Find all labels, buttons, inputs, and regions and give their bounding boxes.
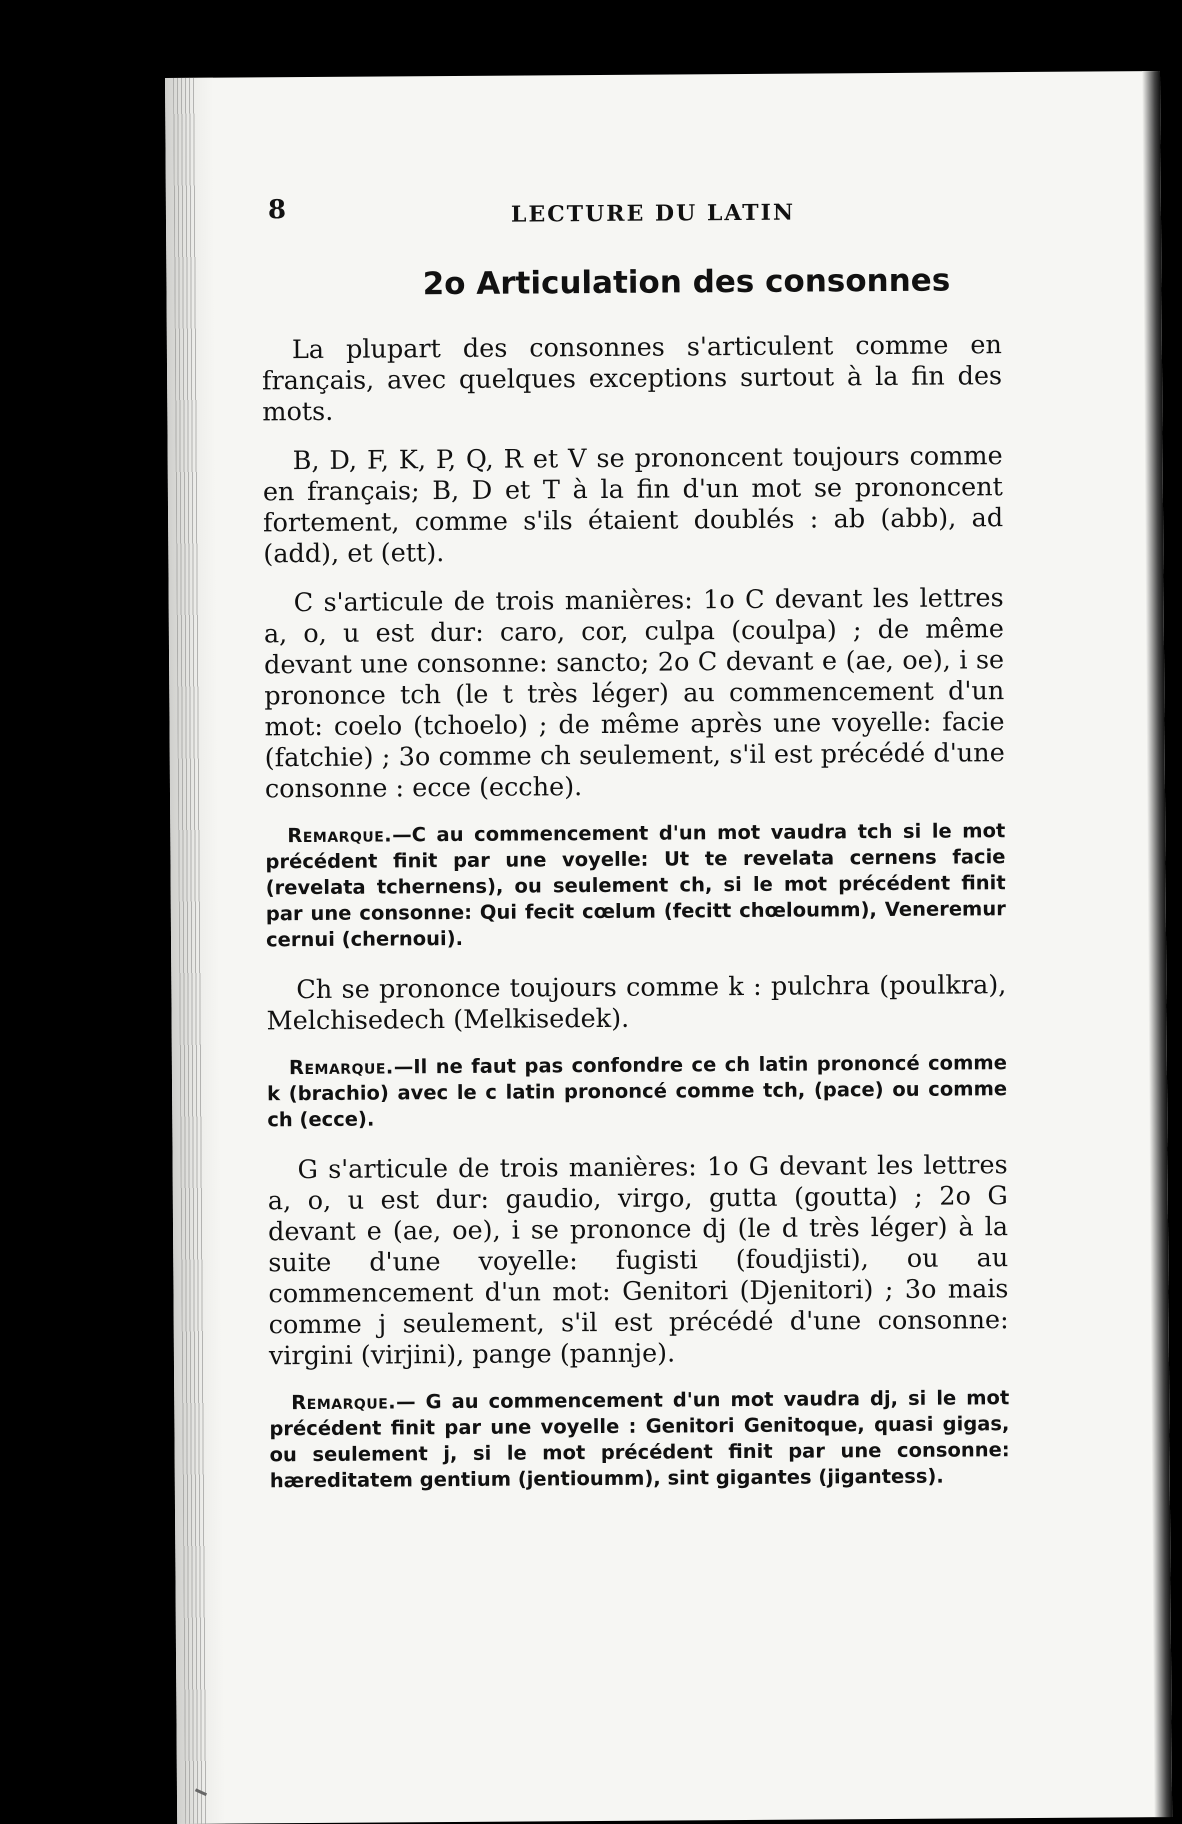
body-text — [262, 330, 1010, 1516]
remark — [269, 1385, 1010, 1494]
section-title: 2o Articulation des consonnes — [422, 262, 951, 303]
remark-text: — G au commencement d'un mot vaudra dj, si le mot précédent finit par une voyelle : Genitori Genitoque, quasi gigas, ou seulement j, si le mot précédent finit par une consonne: hæreditatem gentium (jentioumm), sint gigantes (jigantess). — [269, 1386, 1010, 1493]
paragraph: C s'articule de trois manières: 1o C devant les lettres a, o, u est dur: caro, cor, culpa (coulpa) ; de même devant une consonne: sancto; 2o C devant e (ae, oe), i se prononce tch (le t très léger) au commencement d'un mot: coelo (tchoelo) ; de même après une voyelle: facie (fatchie) ; 3o comme ch seulement, s'il est précédé d'une consonne : ecce (ecche). — [263, 583, 1005, 805]
adjacent-page-edge — [1142, 71, 1172, 1817]
remark-label: Remarque. — [291, 1390, 397, 1415]
paragraph: Ch se prononce toujours comme k : pulchra (poulkra), Melchisedech (Melkisedek). — [266, 970, 1007, 1037]
remark-text: —Il ne faut pas confondre ce ch latin prononcé comme k (brachio) avec le c latin prononcé comme tch, (pace) ou comme ch (ecce). — [267, 1051, 1008, 1132]
page-number: 8 — [267, 195, 287, 226]
page-header — [166, 189, 1161, 236]
paragraph: B, D, F, K, P, Q, R et V se prononcent toujours comme en français; B, D et T à la fin d'un mot se prononcent fortement, comme s'ils étaient doublés : ab (abb), ad (add), et (ett). — [262, 441, 1004, 570]
remark — [267, 1050, 1008, 1133]
book-spine — [165, 78, 225, 1824]
remark-label: Remarque. — [288, 1055, 394, 1080]
remark — [265, 818, 1006, 953]
book-page — [165, 71, 1172, 1824]
page-edges — [173, 78, 207, 1824]
paragraph: G s'articule de trois manières: 1o G devant les lettres a, o, u est dur: gaudio, virgo, gutta (goutta) ; 2o G devant e (ae, oe), i se prononce dj (le d très léger) à la suite d'une voyelle: fugisti (foudjisti), ou au commencement d'un mot: Genitori (Djenitori) ; 3o mais comme j seulement, s'il est précédé d'une consonne: virgini (virjini), pange (pannje). — [267, 1150, 1009, 1372]
remark-label: Remarque. — [287, 823, 393, 848]
remark-text: —C au commencement d'un mot vaudra tch si le mot précédent finit par une voyelle: Ut te revelata cernens facie (revelata tchernens), ou seulement ch, si le mot précédent finit par une consonne: Qui fecit cœlum (fecitt chœloumm), Veneremur cernui (chernoui). — [265, 819, 1006, 952]
running-head: LECTURE DU LATIN — [510, 199, 796, 228]
paragraph: La plupart des consonnes s'articulent comme en français, avec quelques exceptions surtout à la fin des mots. — [262, 330, 1003, 428]
